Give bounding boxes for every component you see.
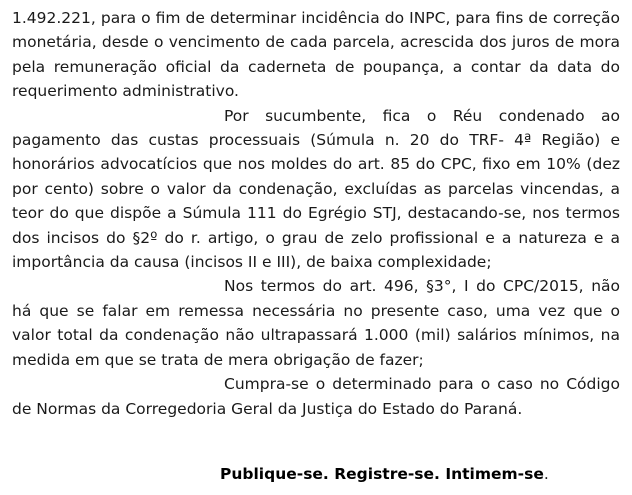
- document-body: [12, 6, 620, 421]
- paragraph-judgment-correction: 1.492.221, para o fim de determinar incidência do INPC, para fins de correção monetária, desde o vencimento de cada parcela, acrescida dos juros de mora pela remuneração oficial da caderneta de poupança, a contar da data do requerimento administrativo.: [12, 9, 620, 101]
- paragraph-costs-fees: Por sucumbente, fica o Réu condenado ao pagamento das custas processuais (Súmula n. 20 do TRF- 4ª Região) e honorários advocatícios que nos moldes do art. 85 do CPC, fixo em 10% (dez por cento) sobre o valor da condenação, excluídas as parcelas vincendas, a teor do que dispõe a Súmula 111 do Egrégio STJ, destacando-se, nos termos dos incisos do §2º do r. artigo, o grau de zelo profissional e a natureza e a importância da causa (incisos II e III), de baixa complexidade;: [12, 106, 620, 272]
- closing-line: [220, 462, 549, 486]
- closing-text: Publique-se. Registre-se. Intimem-se: [220, 465, 544, 483]
- paragraph-necessary-remittance: Nos termos do art. 496, §3°, I do CPC/2015, não há que se falar em remessa necessária no presente caso, uma vez que o valor total da condenação não ultrapassará 1.000 (mil) salários mínimos, na medida em que se trata de mera obrigação de fazer;: [12, 277, 620, 369]
- closing-period: .: [543, 465, 549, 483]
- paragraph-compliance: Cumpra-se o determinado para o caso no Código de Normas da Corregedoria Geral da Justiça do Estado do Paraná.: [12, 375, 620, 418]
